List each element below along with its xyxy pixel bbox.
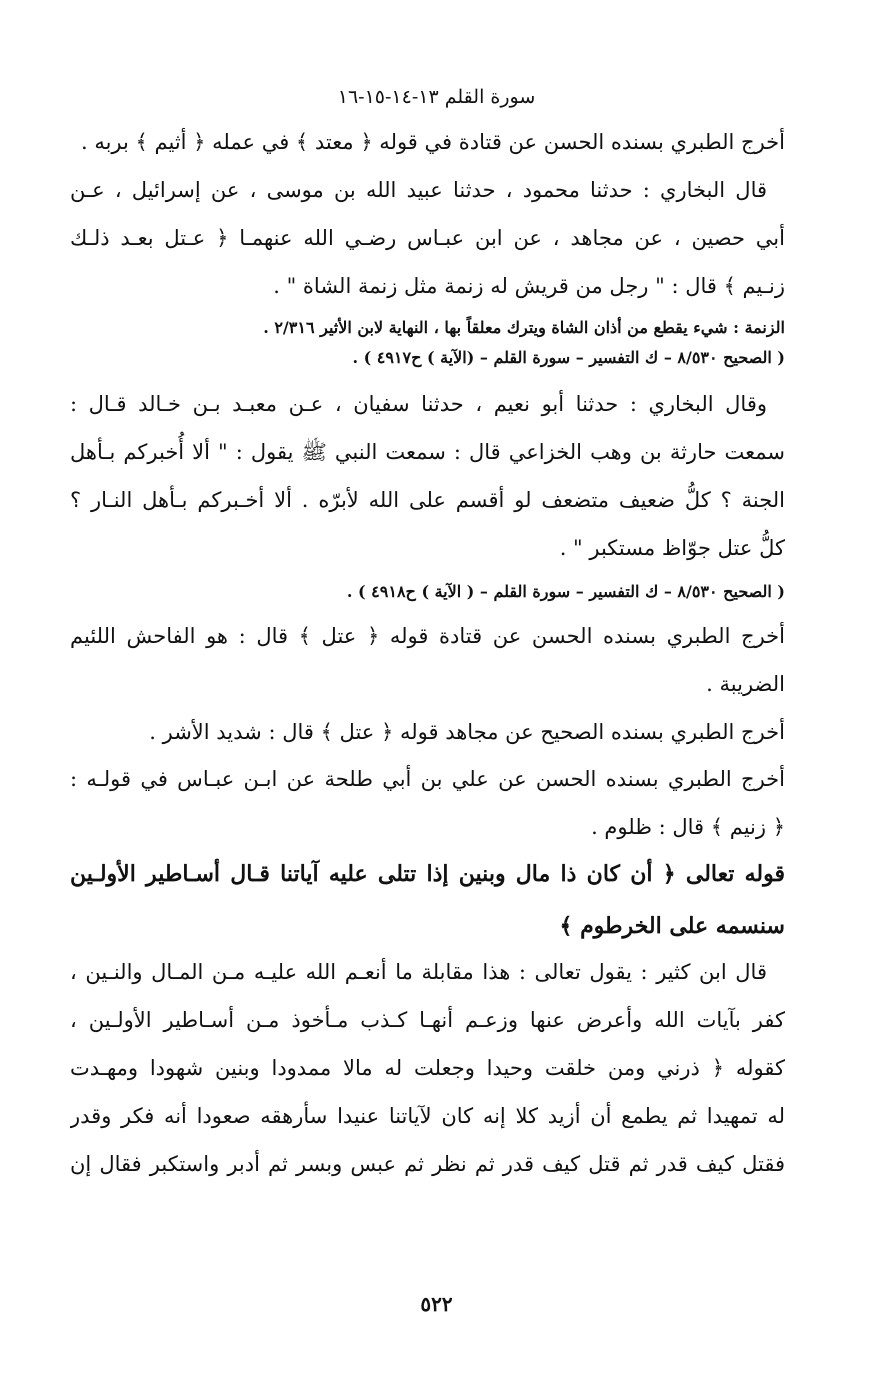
source-reference: ( الصحيح ٨/٥٣٠ – ك التفسير – سورة القلم – (الآية ) ح٤٩١٧ ) . — [352, 348, 785, 367]
paragraph-bukhari-hadith — [70, 380, 785, 572]
text-line: وقال البخاري : حدثنا أبو نعيم ، حدثنا سفيان ، عـن معبـد بـن خـالد قـال : — [70, 392, 767, 416]
text-line: كلُّ عتل جوّاظ مستكبر " . — [559, 536, 785, 560]
text-line: أخرج الطبري بسنده الحسن عن قتادة في قوله ﴿ معتد ﴾ في عمله ﴿ أثيم ﴾ بربه . — [80, 130, 785, 154]
text-line: الضريبة . — [706, 672, 785, 696]
footnote-zanama — [70, 313, 785, 373]
text-line: أبي حصين ، عن مجاهد ، عن ابن عبـاس رضـي الله عنهمـا ﴿ عـتل بعـد ذلـك — [70, 226, 785, 250]
text-line: الجنة ؟ كلُّ ضعيف متضعف لو أقسم على الله لأبرّه . ألا أخـبركم بـأهل النـار ؟ — [70, 488, 785, 512]
note-line: الزنمة : شيء يقطع من أذان الشاة ويترك معلقاً بها ، النهاية لابن الأثير ٢/٣١٦ . — [263, 318, 785, 337]
text-line: كقوله ﴿ ذرني ومن خلقت وحيدا وجعلت له مالا ممدودا وبنين شهودا ومهـدت — [70, 1056, 785, 1080]
text-line: قال ابن كثير : يقول تعالى : هذا مقابلة ما أنعـم الله عليـه مـن المـال والنـين ، — [70, 960, 767, 984]
running-header: سورة القلم ١٣-١٤-١٥-١٦ — [337, 86, 536, 108]
text-line: أخرج الطبري بسنده الصحيح عن مجاهد قوله ﴿ عتل ﴾ قال : شديد الأشر . — [149, 720, 785, 744]
paragraph-tabari-mutad — [70, 118, 785, 166]
paragraph-ibn-abbas — [70, 755, 785, 851]
heading-line: سنسمه على الخرطوم ﴾ — [559, 913, 785, 939]
source-reference: ( الصحيح ٨/٥٣٠ – ك التفسير – سورة القلم – ( الآية ) ح٤٩١٨ ) . — [346, 582, 785, 601]
paragraph-tabari-utul — [70, 612, 785, 708]
text-line: قال البخاري : حدثنا محمود ، حدثنا عبيد الله بن موسى ، عن إسرائيل ، عـن — [70, 178, 767, 202]
text-line: كفر بآيات الله وأعرض عنها وزعـم أنهـا كـذب مـأخوذ مـن أسـاطير الأولـين ، — [70, 1008, 785, 1032]
text-line: ﴿ زنيم ﴾ قال : ظلوم . — [591, 815, 785, 839]
paragraph-ibn-kathir — [70, 948, 785, 1188]
text-line: فقتل كيف قدر ثم قتل كيف قدر ثم نظر ثم عبس وبسر ثم أدبر واستكبر فقال إن — [70, 1152, 785, 1176]
text-line: أخرج الطبري بسنده الحسن عن قتادة قوله ﴿ عتل ﴾ قال : هو الفاحش اللئيم — [70, 624, 785, 648]
source-reference-2 — [70, 577, 785, 607]
text-line: سمعت حارثة بن وهب الخزاعي قال : سمعت النبي ﷺ يقول : " ألا أُخبركم بـأهل — [70, 440, 785, 464]
page-number: ٥٢٢ — [420, 1292, 453, 1316]
verse-heading — [70, 848, 785, 952]
heading-line: قوله تعالى ﴿ أن كان ذا مال وبنين إذا تتلى عليه آياتنا قـال أسـاطير الأولـين — [70, 861, 785, 887]
paragraph-bukhari-zanim — [70, 166, 785, 310]
text-line: له تمهيدا ثم يطمع أن أزيد كلا إنه كان لآياتنا عنيدا سأرهقه صعودا أنه فكر وقدر — [70, 1104, 785, 1128]
text-line: زنـيم ﴾ قال : " رجل من قريش له زنمة مثل زنمة الشاة " . — [273, 274, 785, 298]
text-line: أخرج الطبري بسنده الحسن عن علي بن أبي طلحة عن ابـن عبـاس في قولـه : — [70, 767, 785, 791]
paragraph-mujahid — [70, 708, 785, 756]
